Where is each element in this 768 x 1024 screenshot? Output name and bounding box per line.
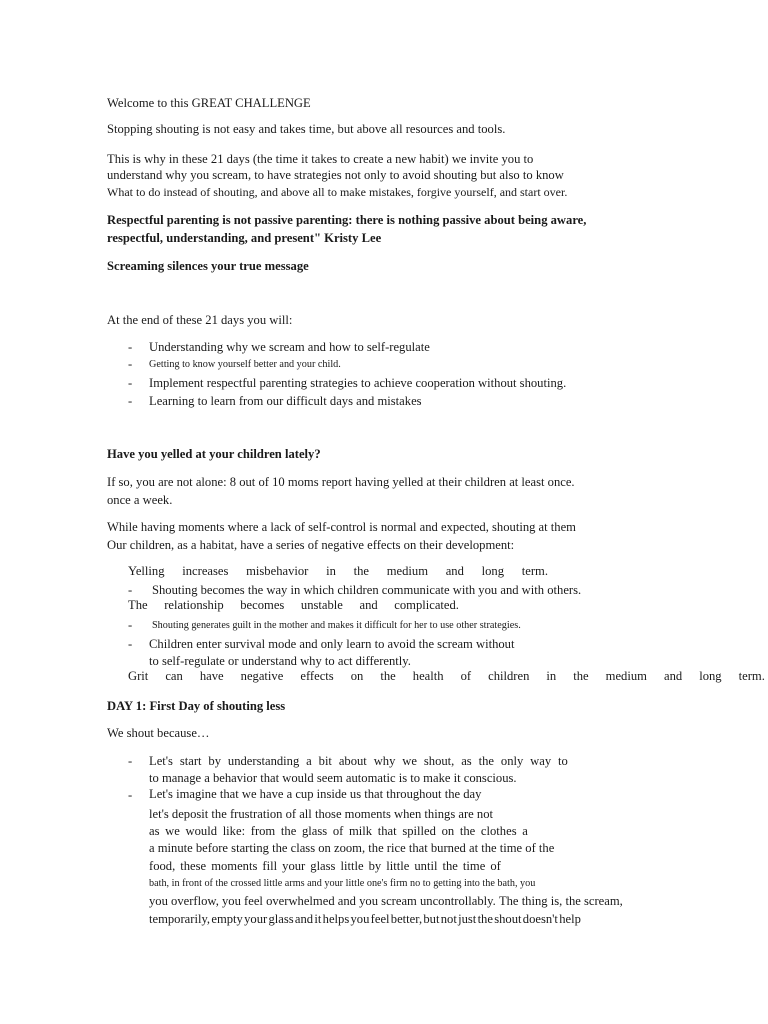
word: of	[332, 824, 344, 838]
word: these	[180, 859, 207, 873]
word: feel	[370, 912, 390, 926]
silence-heading: Screaming silences your true message	[107, 259, 309, 273]
word: just	[458, 912, 477, 926]
word: shout	[494, 912, 522, 926]
word: not	[440, 912, 457, 926]
word: the	[442, 859, 458, 873]
word: until	[414, 859, 438, 873]
word: uncontrollably.	[420, 894, 496, 908]
word: the	[565, 894, 581, 908]
word: would	[185, 824, 218, 838]
stat-line-2: once a week.	[107, 493, 173, 507]
stat-line-1: If so, you are not alone: 8 out of 10 moms report having yelled at their children at least once.	[107, 475, 575, 489]
word: little	[340, 859, 364, 873]
word: the	[477, 912, 493, 926]
cup-line: Let's imagine that we have a cup inside us that throughout the day	[149, 787, 482, 801]
bullet-dash: -	[128, 583, 133, 597]
word: effects	[300, 669, 334, 683]
word: as	[461, 754, 472, 768]
word: Yelling	[128, 564, 165, 578]
word: like:	[222, 824, 246, 838]
cup-line: bath, in front of the crossed little arms and your little one's firm no to getting into the bath, you	[149, 878, 536, 889]
word: The	[128, 598, 148, 612]
cup-line: a minute before starting the class on zoom, the rice that burned at the time of the	[149, 841, 555, 855]
bullet-dash: -	[128, 340, 133, 354]
word: increases	[182, 564, 229, 578]
word: of	[460, 669, 472, 683]
word: bit	[318, 754, 332, 768]
word: helps	[322, 912, 350, 926]
word: way	[530, 754, 552, 768]
bullet-dash: -	[128, 357, 133, 371]
word: the	[380, 669, 396, 683]
word: little	[386, 859, 410, 873]
word: Let's	[149, 754, 173, 768]
word: that	[377, 824, 397, 838]
cup-line-justified	[149, 911, 581, 927]
word: a	[522, 824, 528, 838]
word: temporarily,	[149, 912, 211, 926]
word: scream,	[584, 894, 623, 908]
word: relationship	[164, 598, 224, 612]
word: why	[373, 754, 396, 768]
start-line-1	[149, 753, 568, 769]
word: in	[546, 669, 557, 683]
cup-line-justified	[149, 823, 528, 839]
word: milk	[349, 824, 373, 838]
welcome-line: Welcome to this GREAT CHALLENGE	[107, 96, 311, 110]
cup-line-justified	[149, 858, 501, 874]
word: thing	[521, 894, 548, 908]
word: glass	[301, 824, 328, 838]
effects-line-1: While having moments where a lack of self-control is normal and expected, shouting at them	[107, 520, 576, 534]
word: is,	[550, 894, 563, 908]
word: becomes	[240, 598, 285, 612]
word: complicated.	[394, 598, 459, 612]
word: you	[222, 894, 241, 908]
word: the	[573, 669, 589, 683]
word: and	[337, 894, 356, 908]
word: glass	[310, 859, 336, 873]
word: we	[165, 824, 180, 838]
word: as	[149, 824, 160, 838]
word: only	[500, 754, 524, 768]
word: feel	[244, 894, 263, 908]
bullet-dash: -	[128, 788, 133, 802]
word: negative	[240, 669, 284, 683]
word: a	[306, 754, 312, 768]
word: have	[199, 669, 224, 683]
word: it	[314, 912, 322, 926]
survival-line-2: to self-regulate or understand why to act differently.	[149, 654, 411, 668]
word: you	[350, 912, 370, 926]
word: the	[353, 564, 369, 578]
word: long	[699, 669, 722, 683]
shouting-becomes-line: Shouting becomes the way in which children communicate with you and with others.	[152, 583, 582, 597]
word: the	[459, 824, 476, 838]
word: start	[179, 754, 202, 768]
word: overflow,	[171, 894, 219, 908]
word: can	[165, 669, 183, 683]
word: The	[498, 894, 519, 908]
word: the	[478, 754, 494, 768]
cup-line-justified	[149, 893, 623, 909]
goals-heading: At the end of these 21 days you will:	[107, 313, 293, 327]
why-line-1: This is why in these 21 days (the time it takes to create a new habit) we invite you to	[107, 152, 534, 166]
yelled-heading: Have you yelled at your children lately?	[107, 447, 321, 461]
word: you	[359, 894, 379, 908]
bullet-dash: -	[128, 376, 133, 390]
quote-line-2: respectful, understanding, and present" Kristy Lee	[107, 231, 382, 245]
grit-line	[128, 668, 765, 684]
word: but	[423, 912, 440, 926]
yelling-line	[128, 563, 548, 579]
why-line-2: understand why you scream, to have strategies not only to avoid shouting but also to know	[107, 168, 564, 182]
cup-line: let's deposit the frustration of all those moments when things are not	[149, 807, 493, 821]
word: from	[250, 824, 276, 838]
relationship-line	[128, 597, 459, 613]
word: Grit	[128, 669, 149, 683]
word: glass	[268, 912, 294, 926]
word: medium	[605, 669, 647, 683]
word: we	[402, 754, 417, 768]
why-line-3: What to do instead of shouting, and above all to make mistakes, forgive yourself, and start over.	[107, 185, 568, 199]
goal-item: Learning to learn from our difficult days and mistakes	[149, 394, 422, 408]
word: about	[338, 754, 367, 768]
day1-heading: DAY 1: First Day of shouting less	[107, 699, 286, 713]
word: food,	[149, 859, 176, 873]
bullet-dash: -	[128, 637, 133, 651]
bullet-dash: -	[128, 394, 133, 408]
goal-item: Getting to know yourself better and your child.	[149, 359, 341, 370]
survival-line-1: Children enter survival mode and only learn to avoid the scream without	[149, 637, 515, 651]
word: time	[462, 859, 486, 873]
effects-line-2: Our children, as a habitat, have a series of negative effects on their development:	[107, 538, 515, 552]
word: fill	[262, 859, 278, 873]
word: your	[282, 859, 306, 873]
word: spilled	[402, 824, 436, 838]
word: health	[412, 669, 444, 683]
word: and	[445, 564, 464, 578]
word: shout,	[423, 754, 455, 768]
word: the	[280, 824, 297, 838]
word: and	[663, 669, 683, 683]
start-line-2: to manage a behavior that would seem automatic is to make it conscious.	[149, 771, 517, 785]
because-line: We shout because…	[107, 726, 210, 740]
word: you	[149, 894, 168, 908]
word: empty	[211, 912, 243, 926]
word: term.	[738, 669, 765, 683]
word: scream	[381, 894, 417, 908]
word: to	[558, 754, 568, 768]
bullet-dash: -	[128, 754, 133, 768]
word: by	[368, 859, 382, 873]
guilt-line: Shouting generates guilt in the mother and makes it difficult for her to use other strategies.	[152, 620, 521, 631]
word: long	[481, 564, 505, 578]
word: moments	[211, 859, 258, 873]
word: better,	[390, 912, 423, 926]
word: by	[208, 754, 222, 768]
word: clothes	[480, 824, 517, 838]
word: overwhelmed	[266, 894, 335, 908]
stopping-line: Stopping shouting is not easy and takes time, but above all resources and tools.	[107, 122, 506, 136]
word: understanding	[227, 754, 300, 768]
word: and	[359, 598, 378, 612]
word: and	[294, 912, 314, 926]
bullet-dash: -	[128, 618, 133, 632]
word: of	[490, 859, 501, 873]
goal-item: Implement respectful parenting strategies to achieve cooperation without shouting.	[149, 376, 567, 390]
word: term.	[521, 564, 548, 578]
word: in	[326, 564, 336, 578]
word: misbehavior	[246, 564, 309, 578]
word: medium	[386, 564, 428, 578]
goal-item: Understanding why we scream and how to self-regulate	[149, 340, 430, 354]
word: unstable	[300, 598, 343, 612]
word: doesn't	[522, 912, 558, 926]
word: children	[488, 669, 530, 683]
word: on	[350, 669, 364, 683]
word: help	[559, 912, 581, 926]
word: on	[441, 824, 455, 838]
word: your	[244, 912, 268, 926]
quote-line-1: Respectful parenting is not passive parenting: there is nothing passive about being aware,	[107, 213, 587, 227]
